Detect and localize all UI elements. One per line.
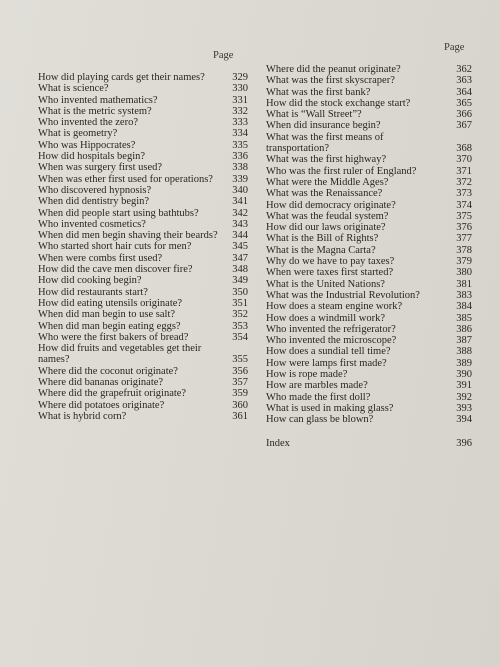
- entry-page-number: 386: [456, 323, 472, 335]
- entry-question: Who invented the refrigerator?: [266, 323, 396, 335]
- contents-entry: [266, 335, 472, 346]
- contents-entry: [38, 185, 248, 196]
- entry-question: When was surgery first used?: [38, 162, 163, 174]
- contents-entry: [38, 298, 248, 309]
- entry-page-number: 372: [456, 176, 472, 188]
- contents-list-left: [38, 72, 248, 422]
- entry-question: When was ether first used for operations?: [38, 173, 213, 185]
- entry-page-number: 340: [232, 184, 248, 196]
- entry-page-number: 393: [456, 402, 472, 414]
- entry-page-number: 349: [232, 275, 248, 287]
- contents-entry: [266, 222, 472, 233]
- entry-page-number: 345: [232, 241, 248, 253]
- entry-question: Who invented the microscope?: [266, 335, 397, 347]
- entry-question: Who was Hippocrates?: [38, 139, 136, 151]
- contents-entry: [38, 241, 248, 252]
- contents-entry: [266, 177, 472, 188]
- entry-page-number: 371: [456, 165, 472, 177]
- contents-entry: [38, 219, 248, 230]
- entry-page-number: 339: [232, 173, 248, 185]
- entry-page-number: 368: [456, 143, 472, 155]
- entry-question: When did insurance begin?: [266, 120, 381, 132]
- contents-entry: [266, 346, 472, 357]
- contents-entry: [38, 343, 248, 366]
- entry-page-number: 351: [232, 297, 248, 309]
- entry-page-number: 392: [456, 391, 472, 403]
- entry-page-number: 342: [232, 207, 248, 219]
- entry-page-number: 347: [232, 252, 248, 264]
- entry-question: What were the Middle Ages?: [266, 176, 389, 188]
- contents-entry: [266, 154, 472, 165]
- entry-question: When were taxes first started?: [266, 267, 394, 279]
- entry-question: What is science?: [38, 83, 109, 95]
- entry-page-number: 390: [456, 369, 472, 381]
- contents-entry: [266, 120, 472, 131]
- contents-entry: [266, 64, 472, 75]
- entry-question: How did our laws originate?: [266, 222, 386, 234]
- contents-entry: [38, 128, 248, 139]
- entry-question: When did man begin to use salt?: [38, 309, 176, 321]
- entry-question: How did hospitals begin?: [38, 151, 146, 163]
- entry-page-number: 389: [456, 357, 472, 369]
- entry-question: How did playing cards get their names?: [38, 72, 205, 83]
- entry-page-number: 370: [456, 154, 472, 166]
- entry-page-number: 331: [232, 94, 248, 106]
- entry-page-number: 373: [456, 188, 472, 200]
- contents-entry: [38, 151, 248, 162]
- contents-entry: [266, 245, 472, 256]
- entry-question: Where did bananas originate?: [38, 377, 164, 389]
- entry-question: How did the stock exchange start?: [266, 97, 411, 109]
- entry-page-number: 333: [232, 117, 248, 129]
- contents-entry: [38, 321, 248, 332]
- entry-page-number: 361: [232, 410, 248, 422]
- entry-page-number: 363: [456, 75, 472, 87]
- contents-entry: [38, 411, 248, 422]
- entry-page-number: 362: [456, 64, 472, 75]
- entry-question: Who were the first bakers of bread?: [38, 331, 189, 343]
- contents-entry: [38, 174, 248, 185]
- contents-entry: [266, 324, 472, 335]
- contents-entry: [38, 264, 248, 275]
- entry-page-number: 374: [456, 199, 472, 211]
- entry-question: When did people start using bathtubs?: [38, 207, 199, 219]
- entry-question: How were lamps first made?: [266, 357, 387, 369]
- entry-page-number: 385: [456, 312, 472, 324]
- contents-entry: [38, 72, 248, 83]
- contents-entry: [266, 188, 472, 199]
- contents-entry: [38, 332, 248, 343]
- entry-page-number: 391: [456, 380, 472, 392]
- entry-question: When were combs first used?: [38, 252, 163, 264]
- entry-question: Where did potatoes originate?: [38, 399, 165, 411]
- contents-entry: [38, 400, 248, 411]
- contents-list-right: [266, 64, 472, 449]
- entry-page-number: 336: [232, 151, 248, 163]
- entry-question: How did eating utensils originate?: [38, 297, 183, 309]
- entry-question: How did democracy originate?: [266, 199, 396, 211]
- contents-entry: [266, 166, 472, 177]
- entry-question: What is the Bill of Rights?: [266, 233, 379, 245]
- entry-page-number: 365: [456, 97, 472, 109]
- contents-entry: [266, 414, 472, 425]
- entry-page-number: 377: [456, 233, 472, 245]
- entry-question: How did cooking begin?: [38, 275, 142, 287]
- entry-page-number: 367: [456, 120, 472, 132]
- contents-entry: [266, 98, 472, 109]
- entry-page-number: 376: [456, 222, 472, 234]
- contents-entry: [266, 211, 472, 222]
- entry-question: How did fruits and vegetables get their names?: [38, 343, 202, 366]
- contents-entry: [38, 388, 248, 399]
- entry-question: Who was the first ruler of England?: [266, 165, 417, 177]
- entry-question: Who invented cosmetics?: [38, 218, 146, 230]
- contents-entry: [266, 313, 472, 324]
- entry-question: When did dentistry begin?: [38, 196, 150, 208]
- entry-question: Where did the grapefruit originate?: [38, 388, 187, 400]
- entry-page-number: 354: [232, 331, 248, 343]
- entry-page-number: 394: [456, 414, 472, 426]
- contents-entry: [38, 377, 248, 388]
- entry-page-number: 344: [232, 230, 248, 242]
- entry-question: Where did the coconut originate?: [38, 365, 178, 377]
- entry-question: What is the Magna Carta?: [266, 244, 376, 256]
- entry-question: When did men begin shaving their beards?: [38, 230, 218, 242]
- entry-page-number: 329: [232, 72, 248, 83]
- entry-page-number: 341: [232, 196, 248, 208]
- entry-page-number: 396: [456, 437, 472, 449]
- contents-entry: [266, 233, 472, 244]
- contents-entry: [266, 380, 472, 391]
- entry-question: Why do we have to pay taxes?: [266, 256, 395, 268]
- page-column-header: Page: [444, 42, 465, 53]
- entry-question: Where did the peanut originate?: [266, 64, 401, 75]
- entry-question: Who invented mathematics?: [38, 94, 158, 106]
- contents-entry: [38, 117, 248, 128]
- entry-page-number: 332: [232, 105, 248, 117]
- contents-entry: [266, 290, 472, 301]
- entry-question: Who started short hair cuts for men?: [38, 241, 192, 253]
- entry-question: Who discovered hypnosis?: [38, 184, 152, 196]
- entry-question: What was the first means of transportation?: [266, 131, 384, 155]
- contents-entry: [38, 366, 248, 377]
- entry-question: Who invented the zero?: [38, 117, 138, 129]
- contents-entry: [266, 109, 472, 120]
- entry-page-number: 366: [456, 109, 472, 121]
- entry-question: What is used in making glass?: [266, 402, 394, 414]
- entry-question: What was the Industrial Revolution?: [266, 289, 420, 301]
- page-column-header: Page: [213, 50, 234, 61]
- entry-page-number: 330: [232, 83, 248, 95]
- entry-question: What is hybrid corn?: [38, 410, 127, 422]
- entry-page-number: 359: [232, 388, 248, 400]
- contents-entry: [266, 267, 472, 278]
- entry-question: What was the first skyscraper?: [266, 75, 395, 87]
- entry-question: How does a sundial tell time?: [266, 346, 391, 358]
- contents-entry: [38, 309, 248, 320]
- entry-question: What is the United Nations?: [266, 278, 385, 290]
- contents-entry: [266, 301, 472, 312]
- entry-question: How are marbles made?: [266, 380, 368, 392]
- contents-entry: [38, 208, 248, 219]
- contents-entry: [266, 403, 472, 414]
- entry-page-number: 383: [456, 289, 472, 301]
- entry-page-number: 360: [232, 399, 248, 411]
- contents-entry: [38, 253, 248, 264]
- contents-entry: [38, 95, 248, 106]
- entry-question: What is geometry?: [38, 128, 118, 140]
- entry-page-number: 375: [456, 210, 472, 222]
- entry-page-number: 338: [232, 162, 248, 174]
- entry-page-number: 355: [232, 354, 248, 366]
- contents-entry: [38, 83, 248, 94]
- entry-question: What was the first highway?: [266, 154, 387, 166]
- entry-page-number: 353: [232, 320, 248, 332]
- contents-entry: [38, 230, 248, 241]
- entry-question: How can glass be blown?: [266, 414, 374, 426]
- contents-entry: [266, 358, 472, 369]
- entry-question: Index: [266, 437, 290, 449]
- contents-entry: [38, 287, 248, 298]
- entry-page-number: 378: [456, 244, 472, 256]
- entry-page-number: 352: [232, 309, 248, 321]
- contents-entry: [266, 132, 472, 155]
- entry-page-number: 379: [456, 256, 472, 268]
- entry-question: What is “Wall Street”?: [266, 109, 362, 121]
- entry-question: How is rope made?: [266, 369, 348, 381]
- contents-entry: [266, 200, 472, 211]
- entry-question: What was the feudal system?: [266, 210, 389, 222]
- contents-entry: [266, 87, 472, 98]
- entry-question: How does a steam engine work?: [266, 301, 403, 313]
- contents-entry: [38, 275, 248, 286]
- contents-entry: [38, 196, 248, 207]
- index-entry: [266, 438, 472, 449]
- contents-entry: [266, 75, 472, 86]
- entry-page-number: 357: [232, 377, 248, 389]
- entry-page-number: 356: [232, 365, 248, 377]
- entry-page-number: 388: [456, 346, 472, 358]
- entry-question: What was the first bank?: [266, 86, 371, 98]
- contents-entry: [266, 256, 472, 267]
- entry-page-number: 343: [232, 218, 248, 230]
- entry-question: How did the cave men discover fire?: [38, 264, 193, 276]
- entry-page-number: 384: [456, 301, 472, 313]
- contents-entry: [38, 162, 248, 173]
- entry-page-number: 335: [232, 139, 248, 151]
- entry-page-number: 364: [456, 86, 472, 98]
- contents-entry: [38, 140, 248, 151]
- entry-question: What was the Renaissance?: [266, 188, 383, 200]
- entry-question: Who made the first doll?: [266, 391, 371, 403]
- contents-entry: [266, 279, 472, 290]
- entry-page-number: 348: [232, 264, 248, 276]
- entry-page-number: 350: [232, 286, 248, 298]
- entry-page-number: 387: [456, 335, 472, 347]
- entry-page-number: 334: [232, 128, 248, 140]
- entry-page-number: 381: [456, 278, 472, 290]
- contents-entry: [38, 106, 248, 117]
- contents-entry: [266, 369, 472, 380]
- entry-question: What is the metric system?: [38, 105, 152, 117]
- entry-question: How did restaurants start?: [38, 286, 148, 298]
- entry-question: How does a windmill work?: [266, 312, 385, 324]
- entry-question: When did man begin eating eggs?: [38, 320, 181, 332]
- contents-entry: [266, 392, 472, 403]
- entry-page-number: 380: [456, 267, 472, 279]
